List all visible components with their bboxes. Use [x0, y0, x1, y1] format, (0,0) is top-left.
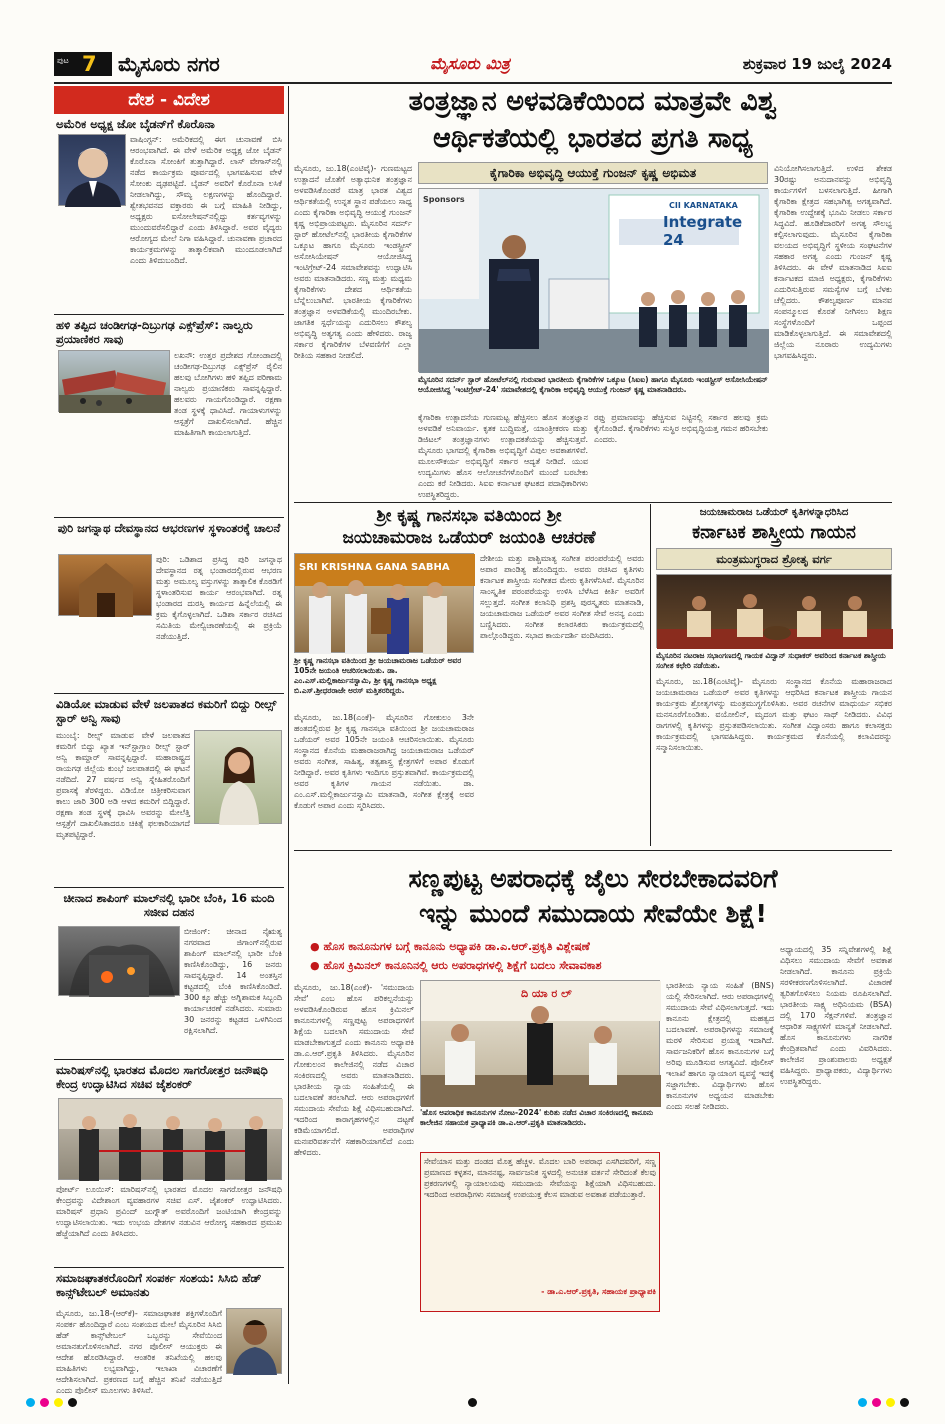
story-photo-temple: [58, 554, 152, 616]
section-name: ಮೈಸೂರು ನಗರ: [118, 52, 220, 76]
mid-right-kicker: ಜಯಚಾಮರಾಜ ಒಡೆಯರ್ ಕೃತಿಗಳನ್ನಾಧರಿಸಿದ: [699, 507, 849, 518]
registration-dot: [468, 1398, 477, 1407]
lead-body-col1: ಮೈಸೂರು, ಜು.18(ಎಂಟಿವೈ)- ಗುಣಮಟ್ಟದ ಉತ್ಪಾದನೆ ಜೊತೆಗೆ ಅತ್ಯಾಧುನಿಕ ತಂತ್ರಜ್ಞಾನ ಅಳವಡಿಸಿಕೊಂಡರೆ ಮಾತ್ರ ಭಾರತ ವಿಶ್ವದ ಆರ್ಥಿಕತೆಯಲ್ಲಿ ಉನ್ನತ ಸ್ಥಾನ ಪಡೆಯಲು ಸಾಧ್ಯ ಎಂದು ಕೈಗಾರಿಕಾ ಅಭಿವೃದ್ಧಿ ಆಯುಕ್ತೆ ಗುಂಜನ್ ಕೃಷ್ಣ ಅಭಿಪ್ರಾಯಪಟ್ಟರು. ಮೈಸೂರಿನ ಸದರ್ನ್ ಸ್ಟಾರ್ ಹೋಟೆಲ್‌ನಲ್ಲಿ ಭಾರತೀಯ ಕೈಗಾರಿಕೆಗಳ ಒಕ್ಕೂಟ ಹಾಗೂ ಮೈಸೂರು ಇಂಡಸ್ಟ್ರೀಸ್ ಅಸೋಸಿಯೇಷನ್ ಆಯೋಜಿಸಿದ್ದ ಇಂಟಿಗ್ರೇಟ್-24 ಸಮಾವೇಶವನ್ನು ಉದ್ಘಾಟಿಸಿ ಅವರು ಮಾತನಾಡಿದರು. ಸಣ್ಣ ಮತ್ತು ಮಧ್ಯಮ ಕೈಗಾರಿಕೆಗಳು ದೇಶದ ಆರ್ಥಿಕತೆಯ ಬೆನ್ನೆಲುಬಾಗಿವೆ. ಭಾರತೀಯ ಕೈಗಾರಿಕೆಗಳು ತಂತ್ರಜ್ಞಾನ ಅಳವಡಿಕೆಯಲ್ಲಿ ಮುಂದಿರಬೇಕು. ಜಾಗತಿಕ ಸ್ಪರ್ಧೆಯನ್ನು ಎದುರಿಸಲು ಕೌಶಲ್ಯ ಅಭಿವೃದ್ಧಿ ಅತ್ಯಗತ್ಯ ಎಂದು ಹೇಳಿದರು. ರಾಜ್ಯ ಸರ್ಕಾರ ಕೈಗಾರಿಕೆಗಳ ಬೆಳವಣಿಗೆಗೆ ಎಲ್ಲಾ ರೀತಿಯ ಸಹಕಾರ ನೀಡಲಿದೆ.: [294, 164, 412, 360]
bullet-text: ಹೊಸ ಕ್ರಿಮಿನಲ್ ಕಾನೂನಿನಲ್ಲಿ ಆರು ಅಪರಾಧಗಳಲ್ಲಿ ಶಿಕ್ಷೆಗೆ ಬದಲು ಸೇವಾವಕಾಶ: [323, 959, 602, 972]
section-banner-text: ದೇಶ - ವಿದೇಶ: [128, 90, 210, 110]
quote-author: - ಡಾ.ಎ.ಆರ್.ಪ್ರಕೃತಿ, ಸಹಾಯಕ ಪ್ರಾಧ್ಯಾಪಕಿ: [541, 1287, 656, 1296]
story-headline: ವಿಡಿಯೋ ಮಾಡುವ ವೇಳೆ ಜಲಪಾತದ ಕಮರಿಗೆ ಬಿದ್ದು ರೀಲ್ಸ್ ಸ್ಟಾರ್ ಅನ್ವಿ ಸಾವು: [56, 697, 277, 725]
story-body: ಲಖನೌ: ಉತ್ತರ ಪ್ರದೇಶದ ಗೋಂಡಾದಲ್ಲಿ ಚಂಡೀಗಢ-ದಿಬ್ರುಗಢ ಎಕ್ಸ್‌ಪ್ರೆಸ್ ರೈಲಿನ ಹಲವು ಬೋಗಿಗಳು ಹಳಿ ತಪ್ಪಿದ ಪರಿಣಾಮ ನಾಲ್ವರು ಪ್ರಯಾಣಿಕರು ಸಾವನ್ನಪ್ಪಿದ್ದಾರೆ. ಹಲವರು ಗಾಯಗೊಂಡಿದ್ದಾರೆ. ರಕ್ಷಣಾ ತಂಡ ಸ್ಥಳಕ್ಕೆ ಧಾವಿಸಿದೆ. ಗಾಯಾಳುಗಳನ್ನು ಆಸ್ಪತ್ರೆಗೆ ದಾಖಲಿಸಲಾಗಿದೆ. ಹೆಚ್ಚಿನ ಮಾಹಿತಿಗಾಗಿ ಕಾಯಲಾಗುತ್ತಿದೆ.: [174, 351, 282, 437]
story-headline: ಚೀನಾದ ಶಾಪಿಂಗ್ ಮಾಲ್‌ನಲ್ಲಿ ಭಾರೀ ಬೆಂಕಿ, 16 ಮಂದಿ ಸಜೀವ ದಹನ: [63, 891, 275, 919]
mid-right-headline: ಕರ್ನಾಟಕ ಶಾಸ್ತ್ರೀಯ ಗಾಯನ: [692, 522, 856, 543]
date-line: ಶುಕ್ರವಾರ 19 ಜುಲೈ 2024: [742, 55, 892, 73]
mid-left-body-col1: ಮೈಸೂರು, ಜು.18(ಎಂಕೆ)- ಮೈಸೂರಿನ ಗೋಕುಲಂ 3ನೇ ಹಂತದಲ್ಲಿರುವ ಶ್ರೀ ಕೃಷ್ಣ ಗಾನಸಭಾ ವತಿಯಿಂದ ಶ್ರೀ ಜಯಚಾಮರಾಜ ಒಡೆಯರ್ ಅವರ 105ನೇ ಜಯಂತಿ ಆಚರಿಸಲಾಯಿತು. ಮೈಸೂರು ಸಂಸ್ಥಾನದ ಕೊನೆಯ ಮಹಾರಾಜರಾಗಿದ್ದ ಜಯಚಾಮರಾಜ ಒಡೆಯರ್ ಅವರು ಸಂಗೀತ, ಸಾಹಿತ್ಯ, ತತ್ವಶಾಸ್ತ್ರ ಕ್ಷೇತ್ರಗಳಿಗೆ ಅಪಾರ ಕೊಡುಗೆ ನೀಡಿದ್ದಾರೆ. ಅವರ ಕೃತಿಗಳು ಇಂದಿಗೂ ಪ್ರಸ್ತುತವಾಗಿವೆ. ಕಾರ್ಯಕ್ರಮದಲ್ಲಿ ಅವರ ಕೃತಿಗಳ ಗಾಯನ ನಡೆಯಿತು. ಡಾ. ಎಂ.ಎಸ್.ಮಲ್ಲಿಕಾರ್ಜುನಸ್ವಾಮಿ ಮಾತನಾಡಿ, ಸಂಗೀತ ಕ್ಷೇತ್ರಕ್ಕೆ ಅವರ ಕೊಡುಗೆ ಅಪಾರ ಎಂದು ಸ್ಮರಿಸಿದರು.: [294, 713, 474, 810]
registration-dot: [54, 1398, 63, 1407]
mid-left-headline-line1: ಶ್ರೀ ಕೃಷ್ಣ ಗಾನಸಭಾ ವತಿಯಿಂದ ಶ್ರೀ: [376, 506, 562, 526]
lead-headline-line1: ತಂತ್ರಜ್ಞಾನ ಅಳವಡಿಕೆಯಿಂದ ಮಾತ್ರವೇ ವಿಶ್ವ: [408, 86, 778, 117]
mid-right-body: ಮೈಸೂರು, ಜು.18(ಎಂಟಿವೈ)- ಮೈಸೂರು ಸಂಸ್ಥಾನದ ಕೊನೆಯ ಮಹಾರಾಜರಾದ ಜಯಚಾಮರಾಜ ಒಡೆಯರ್ ಅವರ ಕೃತಿಗಳನ್ನು ಆಧರಿಸಿದ ಕರ್ನಾಟಕ ಶಾಸ್ತ್ರೀಯ ಗಾಯನ ಕಾರ್ಯಕ್ರಮ ಶ್ರೋತೃಗಳನ್ನು ಮಂತ್ರಮುಗ್ಧಗೊಳಿಸಿತು. ಅವರ ರಚನೆಗಳ ಮಾಧುರ್ಯ ಸಭಿಕರ ಮನಸೂರೆಗೊಂಡಿತು. ವಯೋಲಿನ್, ಮೃದಂಗ ಮತ್ತು ಘಟಂ ಸಾಥ್ ನೀಡಿದರು. ವಿವಿಧ ರಾಗಗಳಲ್ಲಿ ಕೃತಿಗಳನ್ನು ಪ್ರಸ್ತುತಪಡಿಸಲಾಯಿತು. ಸಂಗೀತ ವಿದ್ವಾಂಸರು ಹಾಗೂ ಕಲಾಸಕ್ತರು ಕಾರ್ಯಕ್ರಮದಲ್ಲಿ ಭಾಗವಹಿಸಿದ್ದರು. ಕಾರ್ಯಕ್ರಮದ ಕೊನೆಯಲ್ಲಿ ಕಲಾವಿದರನ್ನು ಸನ್ಮಾನಿಸಲಾಯಿತು.: [656, 677, 892, 752]
story-photo-train: [58, 350, 170, 412]
bottom-photo-seminar: [420, 980, 660, 1106]
registration-dot: [900, 1398, 909, 1407]
lead-photo-caption: ಮೈಸೂರಿನ ಸದರ್ನ್ ಸ್ಟಾರ್ ಹೋಟೆಲ್‌ನಲ್ಲಿ ಗುರುವಾರ ಭಾರತೀಯ ಕೈಗಾರಿಕೆಗಳ ಒಕ್ಕೂಟ (ಸಿಐಐ) ಹಾಗೂ ಮೈಸೂರು ಇಂಡಸ್ಟ್ರೀಸ್ ಅಸೋಸಿಯೇಷನ್ ಆಯೋಜಿಸಿದ್ದ 'ಇಂಟಿಗ್ರೇಟ್-24' ಸಮಾವೇಶದಲ್ಲಿ ಕೈಗಾರಿಕಾ ಅಭಿವೃದ್ಧಿ ಆಯುಕ್ತೆ ಗುಂಜನ್ ಕೃಷ್ಣ ಮಾತನಾಡಿದರು.: [418, 375, 768, 394]
registration-dot: [858, 1398, 867, 1407]
divider: [54, 693, 284, 694]
quote-text: ಸೇವೆಯಾಸ ಮತ್ತು ದಂಡದ ಮೊತ್ತ ಹೆಚ್ಚಳ. ಮೊದಲ ಬಾರಿ ಅಪರಾಧ ಎಸಗಿದವರಿಗೆ, ಸಣ್ಣ ಪ್ರಮಾಣದ ಕಳ್ಳತನ, ಮಾನನಷ್ಟ, ಸಾರ್ವಜನಿಕ ಸ್ಥಳದಲ್ಲಿ ಅನುಚಿತ ವರ್ತನೆ ಸೇರಿದಂತೆ ಕೆಲವು ಪ್ರಕರಣಗಳಲ್ಲಿ ನ್ಯಾಯಾಲಯವು ಸಮುದಾಯ ಸೇವೆಯನ್ನು ಶಿಕ್ಷೆಯಾಗಿ ವಿಧಿಸಬಹುದು. ಇದರಿಂದ ಅಪರಾಧಿಗಳು ಸಮಾಜಕ್ಕೆ ಉಪಯುಕ್ತ ಕೆಲಸ ಮಾಡುವ ಅವಕಾಶ ಪಡೆಯುತ್ತಾರೆ.: [424, 1157, 656, 1199]
bottom-headline-line2: ಇನ್ನು ಮುಂದೆ ಸಮುದಾಯ ಸೇವೆಯೇ ಶಿಕ್ಷೆ!: [419, 899, 767, 928]
story-body: ಬೀಜಿಂಗ್: ಚೀನಾದ ನೈಋತ್ಯ ನಗರವಾದ ಜಿಗಾಂಗ್‌ನಲ್ಲಿರುವ ಶಾಪಿಂಗ್ ಮಾಲ್‌ನಲ್ಲಿ ಭಾರೀ ಬೆಂಕಿ ಕಾಣಿಸಿಕೊಂಡಿದ್ದು, 16 ಜನರು ಸಾವನ್ನಪ್ಪಿದ್ದಾರೆ. 14 ಅಂತಸ್ತಿನ ಕಟ್ಟಡದಲ್ಲಿ ಬೆಂಕಿ ಕಾಣಿಸಿಕೊಂಡಿದೆ. 300 ಕ್ಕೂ ಹೆಚ್ಚು ಅಗ್ನಿಶಾಮಕ ಸಿಬ್ಬಂದಿ ಕಾರ್ಯಾಚರಣೆ ನಡೆಸಿದರು. ಸುಮಾರು 30 ಜನರನ್ನು ಕಟ್ಟಡದ ಒಳಗಿನಿಂದ ರಕ್ಷಿಸಲಾಗಿದೆ.: [184, 927, 283, 1035]
mid-right-caption: ಮೈಸೂರಿನ ನಟರಾಜ ಸಭಾಂಗಣದಲ್ಲಿ ಗಾಯಕ ವಿದ್ವಾನ್ ಸುಧಾಕರ್ ಅವರಿಂದ ಕರ್ನಾಟಕ ಶಾಸ್ತ್ರೀಯ ಸಂಗೀತ ಕಛೇರಿ ನಡೆಯಿತು.: [656, 651, 886, 670]
left-column: [54, 86, 284, 1395]
photo-sponsors-label: Sponsors: [423, 195, 465, 204]
paper-name-logo: ಮೈಸೂರು ಮಿತ್ರ: [430, 54, 510, 73]
section-banner: [54, 86, 284, 114]
lead-strap: [418, 162, 768, 184]
lead-headline-line2: ಆರ್ಥಿಕತೆಯಲ್ಲಿ ಭಾರತದ ಪ್ರಗತಿ ಸಾಧ್ಯ: [433, 123, 753, 154]
registration-dot: [886, 1398, 895, 1407]
divider: [294, 502, 892, 503]
photo-banner-brand: CII KARNATAKA: [669, 201, 738, 210]
story-headline: ಅಮೆರಿಕ ಅಧ್ಯಕ್ಷ ಜೋ ಬೈಡನ್‌ಗೆ ಕೊರೊನಾ: [56, 117, 215, 131]
registration-dot: [68, 1398, 77, 1407]
lead-body-col4: ರಫ್ತು ಪ್ರಮಾಣವನ್ನು ಹೆಚ್ಚಿಸುವ ನಿಟ್ಟಿನಲ್ಲಿ ಸರ್ಕಾರ ಹಲವು ಕ್ರಮ ಕೈಗೊಂಡಿದೆ. ಕೈಗಾರಿಕೆಗಳು ಸುಸ್ಥಿರ ಅಭಿವೃದ್ಧಿಯತ್ತ ಗಮನ ಹರಿಸಬೇಕು ಎಂದರು.: [594, 413, 768, 444]
mid-right-strap: [656, 548, 892, 570]
bottom-body-col3: ಅಧ್ಯಾಯದಲ್ಲಿ 35 ಸನ್ನಿವೇಶಗಳಲ್ಲಿ ಶಿಕ್ಷೆ ವಿಧಿಸಲು ಸಮುದಾಯ ಸೇವೆಗೆ ಅವಕಾಶ ನೀಡಲಾಗಿದೆ. ಕಾನೂನು ಪ್ರಕ್ರಿಯೆ ಸರಳೀಕರಣಗೊಳಿಸಲಾಗಿದೆ. ವಿಚಾರಣೆ ತ್ವರಿತಗೊಳಿಸಲು ನಿಯಮ ರೂಪಿಸಲಾಗಿದೆ. ಭಾರತೀಯ ಸಾಕ್ಷ್ಯ ಅಧಿನಿಯಮ (BSA) ದಲ್ಲಿ 170 ಸೆಕ್ಷನ್‌ಗಳಿವೆ. ತಂತ್ರಜ್ಞಾನ ಆಧಾರಿತ ಸಾಕ್ಷ್ಯಗಳಿಗೆ ಮಾನ್ಯತೆ ನೀಡಲಾಗಿದೆ. ಹೊಸ ಕಾನೂನುಗಳು ನಾಗರಿಕ ಕೇಂದ್ರಿತವಾಗಿವೆ ಎಂದು ವಿವರಿಸಿದರು. ಕಾಲೇಜಿನ ಪ್ರಾಂಶುಪಾಲರು ಅಧ್ಯಕ್ಷತೆ ವಹಿಸಿದ್ದರು. ಪ್ರಾಧ್ಯಾಪಕರು, ವಿದ್ಯಾರ್ಥಿಗಳು ಉಪಸ್ಥಿತರಿದ್ದರು.: [780, 945, 892, 1086]
masthead: [54, 50, 892, 80]
story-headline: ಪುರಿ ಜಗನ್ನಾಥ ದೇವಸ್ಥಾನದ ಆಭರಣಗಳ ಸ್ಥಳಾಂತರಕ್ಕೆ ಚಾಲನೆ: [57, 521, 281, 535]
mid-left-photo-ganasabha: [294, 553, 474, 653]
registration-dot: [872, 1398, 881, 1407]
story-body: ಪುರಿ: ಒಡಿಶಾದ ಪ್ರಸಿದ್ಧ ಪುರಿ ಜಗನ್ನಾಥ ದೇವಸ್ಥಾನದ ರತ್ನ ಭಂಡಾರದಲ್ಲಿರುವ ಆಭರಣ ಮತ್ತು ಅಮೂಲ್ಯ ವಸ್ತುಗಳನ್ನು ತಾತ್ಕಾಲಿಕ ಕೊಠಡಿಗೆ ಸ್ಥಳಾಂತರಿಸುವ ಕಾರ್ಯ ಆರಂಭವಾಗಿದೆ. ರತ್ನ ಭಂಡಾರದ ದುರಸ್ತಿ ಕಾರ್ಯದ ಹಿನ್ನೆಲೆಯಲ್ಲಿ ಈ ಕ್ರಮ ಕೈಗೊಳ್ಳಲಾಗಿದೆ. ಒಡಿಶಾ ಸರ್ಕಾರ ರಚಿಸಿದ ಸಮಿತಿಯ ಮೇಲ್ವಿಚಾರಣೆಯಲ್ಲಿ ಈ ಪ್ರಕ್ರಿಯೆ ನಡೆಯುತ್ತಿದೆ.: [156, 555, 282, 641]
page-number-box: [54, 52, 112, 76]
bottom-quote-box: [420, 1152, 660, 1312]
lead-photo-conference: [418, 188, 768, 372]
divider: [54, 314, 284, 315]
bottom-headline-line1: ಸಣ್ಣಪುಟ್ಟ ಅಪರಾಧಕ್ಕೆ ಜೈಲು ಸೇರಬೇಕಾದವರಿಗೆ: [408, 864, 778, 893]
divider: [54, 517, 284, 518]
photo-banner-text: ದಿ ಯಾ ರ ಲ್: [521, 987, 572, 1000]
page-number: 7: [82, 52, 97, 76]
bullet-icon: ●: [310, 940, 324, 953]
story-photo-reels-star: [194, 730, 282, 824]
divider: [54, 887, 284, 888]
story-headline: ಹಳಿ ತಪ್ಪಿದ ಚಂಡೀಗಢ-ದಿಬ್ರುಗಢ ಎಕ್ಸ್‌ಪ್ರೆಸ್: ನಾಲ್ವರು ಪ್ರಯಾಣಿಕರ ಸಾವು: [56, 318, 253, 346]
photo-banner-text: SRI KRISHNA GANA SABHA: [299, 562, 450, 573]
mid-right-photo-concert: [656, 574, 892, 648]
story-photo-jaishankar: [58, 1098, 282, 1180]
divider: [54, 1059, 284, 1060]
lead-body-col3: ವಿನಿಯೋಗಿಸಲಾಗುತ್ತಿದೆ. ಉಳಿದ ಶೇಕಡ 30ರಷ್ಟು ಅನುದಾನವನ್ನು ಅಭಿವೃದ್ಧಿ ಕಾರ್ಯಗಳಿಗೆ ಬಳಸಲಾಗುತ್ತಿದೆ. ಹೀಗಾಗಿ ಕೈಗಾರಿಕಾ ಕ್ಷೇತ್ರದ ಸಹಭಾಗಿತ್ವ ಅಗತ್ಯವಾಗಿದೆ. ಕೈಗಾರಿಕಾ ಉದ್ದೇಶಕ್ಕೆ ಭೂಮಿ ನೀಡಲು ಸರ್ಕಾರ ಸಿದ್ಧವಿದೆ. ಹೂಡಿಕೆದಾರರಿಗೆ ಅಗತ್ಯ ಸೌಲಭ್ಯ ಕಲ್ಪಿಸಲಾಗುವುದು. ಮೈಸೂರಿನ ಕೈಗಾರಿಕಾ ವಲಯದ ಅಭಿವೃದ್ಧಿಗೆ ಸ್ಥಳೀಯ ಸಂಘಟನೆಗಳ ಸಹಕಾರ ಅಗತ್ಯ ಎಂದು ಗುಂಜನ್ ಕೃಷ್ಣ ತಿಳಿಸಿದರು. ಈ ವೇಳೆ ಮಾತನಾಡಿದ ಸಿಐಐ ಕರ್ನಾಟಕದ ಮಾಜಿ ಅಧ್ಯಕ್ಷರು, ಕೈಗಾರಿಕೆಗಳು ಎದುರಿಸುತ್ತಿರುವ ಸಮಸ್ಯೆಗಳ ಬಗ್ಗೆ ಬೆಳಕು ಚೆಲ್ಲಿದರು. ಕೌಶಲ್ಯಪೂರ್ಣ ಮಾನವ ಸಂಪನ್ಮೂಲದ ಕೊರತೆ ನೀಗಿಸಲು ಶಿಕ್ಷಣ ಸಂಸ್ಥೆಗಳೊಂದಿಗೆ ಒಪ್ಪಂದ ಮಾಡಿಕೊಳ್ಳಲಾಗುತ್ತಿದೆ. ಈ ಸಮಾವೇಶದಲ್ಲಿ ಜಿಲ್ಲೆಯ ನೂರಾರು ಉದ್ಯಮಿಗಳು ಭಾಗವಹಿಸಿದ್ದರು.: [774, 164, 892, 360]
story-headline: ಮಾರಿಷಸ್‌ನಲ್ಲಿ ಭಾರತದ ಮೊದಲ ಸಾಗರೋತ್ತರ ಜನೌಷಧಿ ಕೇಂದ್ರ ಉದ್ಘಾಟಿಸಿದ ಸಚಿವ ಜೈಶಂಕರ್: [56, 1063, 268, 1091]
mid-right-strap-text: ಮಂತ್ರಮುಗ್ಧರಾದ ಶ್ರೋತೃ ವರ್ಗ: [716, 552, 832, 566]
story-body: ಮೈಸೂರು, ಜು.18-(ಆರ್‌ಕೆ)- ಸಮಾಜಘಾತಕ ಶಕ್ತಿಗಳೊಂದಿಗೆ ಸಂಪರ್ಕ ಹೊಂದಿದ್ದಾರೆ ಎಂಬ ಸಂಶಯದ ಮೇಲೆ ಮೈಸೂರಿನ ಸಿಸಿಬಿ ಹೆಡ್ ಕಾನ್ಸ್‌ಟೇಬಲ್ ಒಬ್ಬರನ್ನು ಸೇವೆಯಿಂದ ಅಮಾನತುಗೊಳಿಸಲಾಗಿದೆ. ನಗರ ಪೊಲೀಸ್ ಆಯುಕ್ತರು ಈ ಆದೇಶ ಹೊರಡಿಸಿದ್ದಾರೆ. ಆಂತರಿಕ ತನಿಖೆಯಲ್ಲಿ ಹಲವು ಮಾಹಿತಿಗಳು ಲಭ್ಯವಾಗಿದ್ದು, ಇಲಾಖಾ ವಿಚಾರಣೆಗೆ ಆದೇಶಿಸಲಾಗಿದೆ. ಪ್ರಕರಣದ ಬಗ್ಗೆ ಹೆಚ್ಚಿನ ತನಿಖೆ ನಡೆಯುತ್ತಿದೆ ಎಂದು ಪೊಲೀಸ್ ಮೂಲಗಳು ತಿಳಿಸಿವೆ.: [56, 1309, 222, 1395]
page-label: ಪುಟ: [57, 56, 69, 65]
story-photo-constable: [226, 1308, 282, 1374]
print-registration-marks: [0, 1398, 945, 1412]
lead-strap-text: ಕೈಗಾರಿಕಾ ಅಭಿವೃದ್ಧಿ ಆಯುಕ್ತೆ ಗುಂಜನ್ ಕೃಷ್ಣ ಅಭಿಮತ: [489, 166, 697, 180]
column-rule: [288, 86, 289, 1384]
lead-body-col2: ಕೈಗಾರಿಕಾ ಉತ್ಪಾದನೆಯ ಗುಣಮಟ್ಟ ಹೆಚ್ಚಿಸಲು ಹೊಸ ತಂತ್ರಜ್ಞಾನ ಅಳವಡಿಕೆ ಅನಿವಾರ್ಯ. ಕೃತಕ ಬುದ್ಧಿಮತ್ತೆ, ಯಾಂತ್ರೀಕರಣ ಮತ್ತು ಡಿಜಿಟಲ್ ತಂತ್ರಜ್ಞಾನಗಳು ಉತ್ಪಾದಕತೆಯನ್ನು ಹೆಚ್ಚಿಸುತ್ತವೆ. ಮೈಸೂರು ಭಾಗದಲ್ಲಿ ಕೈಗಾರಿಕಾ ಅಭಿವೃದ್ಧಿಗೆ ವಿಪುಲ ಅವಕಾಶಗಳಿವೆ. ಮೂಲಸೌಕರ್ಯ ಅಭಿವೃದ್ಧಿಗೆ ಸರ್ಕಾರ ಆದ್ಯತೆ ನೀಡಿದೆ. ಯುವ ಉದ್ಯಮಿಗಳು ಹೊಸ ಆಲೋಚನೆಗಳೊಂದಿಗೆ ಮುಂದೆ ಬರಬೇಕು ಎಂದು ಕರೆ ನೀಡಿದರು. ಸಿಐಐ ಕರ್ನಾಟಕ ಘಟಕದ ಪದಾಧಿಕಾರಿಗಳು ಉಪಸ್ಥಿತರಿದ್ದರು.: [418, 413, 588, 499]
photo-banner-title: Integrate 24: [663, 213, 743, 249]
mid-left-headline-line2: ಜಯಚಾಮರಾಜ ಒಡೆಯರ್ ಜಯಂತಿ ಆಚರಣೆ: [342, 528, 596, 548]
bottom-body-col1: ಮೈಸೂರು, ಜು.18(ಎಂಕೆ)- 'ಸಮುದಾಯ ಸೇವೆ' ಎಂಬ ಹೊಸ ಪರಿಕಲ್ಪನೆಯನ್ನು ಅಳವಡಿಸಿಕೊಂಡಿರುವ ಹೊಸ ಕ್ರಿಮಿನಲ್ ಕಾನೂನುಗಳಲ್ಲಿ ಸಣ್ಣಪುಟ್ಟ ಅಪರಾಧಗಳಿಗೆ ಶಿಕ್ಷೆಯ ಬದಲಾಗಿ ಸಮುದಾಯ ಸೇವೆ ಮಾಡಬೇಕಾಗುತ್ತದೆ ಎಂದು ಕಾನೂನು ಅಧ್ಯಾಪಕಿ ಡಾ.ಎ.ಆರ್.ಪ್ರಕೃತಿ ತಿಳಿಸಿದರು. ಮೈಸೂರಿನ ಗೋಕುಲಂನ ಕಾಲೇಜಿನಲ್ಲಿ ನಡೆದ ವಿಚಾರ ಸಂಕಿರಣದಲ್ಲಿ ಅವರು ಮಾತನಾಡಿದರು. ಭಾರತೀಯ ನ್ಯಾಯ ಸಂಹಿತೆಯಲ್ಲಿ ಈ ಬದಲಾವಣೆ ತರಲಾಗಿದೆ. ಆರು ಅಪರಾಧಗಳಿಗೆ ಸಮುದಾಯ ಸೇವೆಯ ಶಿಕ್ಷೆ ವಿಧಿಸಬಹುದಾಗಿದೆ. ಇದರಿಂದ ಕಾರಾಗೃಹಗಳಲ್ಲಿನ ದಟ್ಟಣೆ ಕಡಿಮೆಯಾಗಲಿದೆ. ಅಪರಾಧಿಗಳ ಮನಃಪರಿವರ್ತನೆಗೆ ಸಹಕಾರಿಯಾಗಲಿದೆ ಎಂದು ಹೇಳಿದರು.: [294, 983, 414, 1157]
divider: [54, 1267, 284, 1268]
bottom-body-col2: ಭಾರತೀಯ ನ್ಯಾಯ ಸಂಹಿತೆ (BNS) ಯಲ್ಲಿ ಸೇರಿಸಲಾಗಿದೆ. ಆರು ಅಪರಾಧಗಳಲ್ಲಿ ಸಮುದಾಯ ಸೇವೆ ವಿಧಿಸಲಾಗುತ್ತದೆ. ಇದು ಕಾನೂನು ಕ್ಷೇತ್ರದಲ್ಲಿ ಮಹತ್ವದ ಬದಲಾವಣೆ. ಅಪರಾಧಿಗಳನ್ನು ಸಮಾಜಕ್ಕೆ ಮರಳಿ ಸೇರಿಸುವ ಪ್ರಯತ್ನ ಇದಾಗಿದೆ. ಸಾರ್ವಜನಿಕರಿಗೆ ಹೊಸ ಕಾನೂನುಗಳ ಬಗ್ಗೆ ಅರಿವು ಮೂಡಿಸುವ ಅಗತ್ಯವಿದೆ. ಪೊಲೀಸ್ ಇಲಾಖೆ ಹಾಗೂ ನ್ಯಾಯಾಂಗ ವ್ಯವಸ್ಥೆ ಇದಕ್ಕೆ ಸಜ್ಜಾಗಬೇಕು. ವಿದ್ಯಾರ್ಥಿಗಳು ಹೊಸ ಕಾನೂನುಗಳ ಅಧ್ಯಯನ ಮಾಡಬೇಕು ಎಂದು ಸಲಹೆ ನೀಡಿದರು.: [666, 981, 774, 1111]
story-photo-fire: [58, 926, 180, 996]
bottom-bullet-1: [310, 939, 770, 955]
story-body: ವಾಷಿಂಗ್ಟನ್: ಅಮೆರಿಕದಲ್ಲಿ ಈಗ ಚುನಾವಣೆ ಬಿಸಿ ಆರಂಭವಾಗಿದೆ. ಈ ವೇಳೆ ಅಮೆರಿಕ ಅಧ್ಯಕ್ಷ ಜೋ ಬೈಡನ್ ಕೊರೊನಾ ಸೋಂಕಿಗೆ ತುತ್ತಾಗಿದ್ದಾರೆ. ಲಾಸ್ ವೇಗಾಸ್‌ನಲ್ಲಿ ನಡೆದ ಕಾರ್ಯಕ್ರಮ ಪೂರ್ವದಲ್ಲಿ ಭಾಗವಹಿಸುವ ವೇಳೆ ಸೋಂಕು ದೃಢಪಟ್ಟಿದೆ. ಬೈಡನ್ ಅವರಿಗೆ ಕೊರೊನಾ ಲಸಿಕೆ ನೀಡಲಾಗಿದ್ದು, ಸೌಮ್ಯ ಲಕ್ಷಣಗಳನ್ನು ಹೊಂದಿದ್ದಾರೆ. ಶ್ವೇತಭವನದ ವಕ್ತಾರರು ಈ ಬಗ್ಗೆ ಮಾಹಿತಿ ನೀಡಿದ್ದು, ಅಧ್ಯಕ್ಷರು ಐಸೋಲೇಷನ್‌ನಲ್ಲಿದ್ದು ಕರ್ತವ್ಯಗಳನ್ನು ಮುಂದುವರೆಸಲಿದ್ದಾರೆ ಎಂದು ತಿಳಿಸಿದ್ದಾರೆ. ಅವರ ವೈದ್ಯರು ಆರೋಗ್ಯದ ಮೇಲೆ ನಿಗಾ ವಹಿಸಿದ್ದಾರೆ. ಚುನಾವಣಾ ಪ್ರಚಾರದ ಕಾರ್ಯಕ್ರಮಗಳನ್ನು ತಾತ್ಕಾಲಿಕವಾಗಿ ಮುಂದೂಡಲಾಗಿದೆ ಎಂದು ತಿಳಿದುಬಂದಿದೆ.: [130, 135, 282, 265]
divider: [294, 850, 892, 851]
registration-dot: [40, 1398, 49, 1407]
bullet-text: ಹೊಸ ಕಾನೂನುಗಳ ಬಗ್ಗೆ ಕಾನೂನು ಅಧ್ಯಾಪಕಿ ಡಾ.ಎ.ಆರ್.ಪ್ರಕೃತಿ ವಿಶ್ಲೇಷಣೆ: [323, 940, 590, 953]
story-body: ಮುಂಬೈ: ರೀಲ್ಸ್ ಮಾಡುವ ವೇಳೆ ಜಲಪಾತದ ಕಮರಿಗೆ ಬಿದ್ದು ಖ್ಯಾತ ಇನ್‌ಸ್ಟಾಗ್ರಾಂ ರೀಲ್ಸ್ ಸ್ಟಾರ್ ಅನ್ವಿ ಕಾಮ್ದಾರ್ ಸಾವನ್ನಪ್ಪಿದ್ದಾರೆ. ಮಹಾರಾಷ್ಟ್ರದ ರಾಯಗಢ ಜಿಲ್ಲೆಯ ಕುಂಭೆ ಜಲಪಾತದಲ್ಲಿ ಈ ಘಟನೆ ನಡೆದಿದೆ. 27 ವರ್ಷದ ಅನ್ವಿ ಸ್ನೇಹಿತರೊಂದಿಗೆ ಪ್ರವಾಸಕ್ಕೆ ತೆರಳಿದ್ದರು. ವಿಡಿಯೋ ಚಿತ್ರೀಕರಿಸುವಾಗ ಕಾಲು ಜಾರಿ 300 ಅಡಿ ಆಳದ ಕಮರಿಗೆ ಬಿದ್ದಿದ್ದಾರೆ. ರಕ್ಷಣಾ ತಂಡ ಸ್ಥಳಕ್ಕೆ ಧಾವಿಸಿ ಅವರನ್ನು ಮೇಲೆತ್ತಿ ಆಸ್ಪತ್ರೆಗೆ ದಾಖಲಿಸಿತಾದರೂ ಚಿಕಿತ್ಸೆ ಫಲಕಾರಿಯಾಗದೆ ಮೃತಪಟ್ಟಿದ್ದಾರೆ.: [56, 731, 190, 839]
story-body: ಪೋರ್ಟ್ ಲೂಯಿಸ್: ಮಾರಿಷಸ್‌ನಲ್ಲಿ ಭಾರತದ ಮೊದಲ ಸಾಗರೋತ್ತರ ಜನೌಷಧಿ ಕೇಂದ್ರವನ್ನು ವಿದೇಶಾಂಗ ವ್ಯವಹಾರಗಳ ಸಚಿವ ಎಸ್. ಜೈಶಂಕರ್ ಉದ್ಘಾಟಿಸಿದರು. ಮಾರಿಷಸ್ ಪ್ರಧಾನಿ ಪ್ರವಿಂದ್ ಜುಗ್ನೌತ್ ಅವರೊಂದಿಗೆ ಜಂಟಿಯಾಗಿ ಕೇಂದ್ರವನ್ನು ಉದ್ಘಾಟಿಸಲಾಯಿತು. ಇದು ಉಭಯ ದೇಶಗಳ ನಡುವಿನ ಆರೋಗ್ಯ ಸಹಕಾರದ ಪ್ರಮುಖ ಹೆಜ್ಜೆಯಾಗಿದೆ ಎಂದು ತಿಳಿಸಿದರು.: [56, 1185, 282, 1238]
story-photo-biden: [58, 134, 126, 206]
column-rule: [650, 504, 651, 846]
mid-left-caption: ಶ್ರೀ ಕೃಷ್ಣ ಗಾನಸಭಾ ವತಿಯಿಂದ ಶ್ರೀ ಜಯಚಾಮರಾಜ ಒಡೆಯರ್ ಅವರ 105ನೇ ಜಯಂತಿ ಆಚರಿಸಲಾಯಿತು. ಡಾ. ಎಂ.ಎಸ್.ಮಲ್ಲಿಕಾರ್ಜುನಸ್ವಾಮಿ, ಶ್ರೀ ಕೃಷ್ಣ ಗಾನಸಭಾ ಅಧ್ಯಕ್ಷ ಬಿ.ಎಸ್.ಶ್ರೀಧರರಾಜೇ ಅರಸ್ ಮತ್ತಿತರರಿದ್ದರು.: [294, 656, 462, 695]
bottom-bullet-2: [310, 958, 770, 974]
registration-dot: [26, 1398, 35, 1407]
bottom-photo-caption: 'ಹೊಸ ಅಪರಾಧಿಕ ಕಾನೂನುಗಳ ನೋಟ-2024' ಕುರಿತು ನಡೆದ ವಿಚಾರ ಸಂಕಿರಣದಲ್ಲಿ ಕಾನೂನು ಕಾಲೇಜಿನ ಸಹಾಯಕ ಪ್ರಾಧ್ಯಾಪಕಿ ಡಾ.ಎ.ಆರ್.ಪ್ರಕೃತಿ ಮಾತನಾಡಿದರು.: [420, 1108, 654, 1127]
mid-left-body-col2: ದೇಶೀಯ ಮತ್ತು ಪಾಶ್ಚಿಮಾತ್ಯ ಸಂಗೀತ ಪರಂಪರೆಯಲ್ಲಿ ಅವರು ಅಪಾರ ಪಾಂಡಿತ್ಯ ಹೊಂದಿದ್ದರು. ಅವರು ರಚಿಸಿದ ಕೃತಿಗಳು ಕರ್ನಾಟಕ ಶಾಸ್ತ್ರೀಯ ಸಂಗೀತದ ಮೇರು ಕೃತಿಗಳೆನಿಸಿವೆ. ಮೈಸೂರಿನ ಸಾಂಸ್ಕೃತಿಕ ಪರಂಪರೆಯನ್ನು ಉಳಿಸಿ ಬೆಳೆಸಿದ ಕೀರ್ತಿ ಅವರಿಗೆ ಸಲ್ಲುತ್ತದೆ. ಸಂಗೀತ ಕಲಾನಿಧಿ ಪ್ರಶಸ್ತಿ ಪುರಸ್ಕೃತರು ಮಾತನಾಡಿ, ಜಯಚಾಮರಾಜ ಒಡೆಯರ್ ಅವರ ಸಂಗೀತ ಸೇವೆ ಅನನ್ಯ ಎಂದು ಬಣ್ಣಿಸಿದರು. ಸಂಗೀತ ಕಲಾರಸಿಕರು ಕಾರ್ಯಕ್ರಮದಲ್ಲಿ ಪಾಲ್ಗೊಂಡಿದ್ದರು. ಸಭಾದ ಕಾರ್ಯದರ್ಶಿ ವಂದಿಸಿದರು.: [480, 554, 644, 640]
bullet-icon: ●: [310, 959, 324, 972]
story-headline: ಸಮಾಜಘಾತಕರೊಂದಿಗೆ ಸಂಪರ್ಕ ಸಂಶಯ: ಸಿಸಿಬಿ ಹೆಡ್ ಕಾನ್ಸ್‌ಟೇಬಲ್ ಅಮಾನತು: [56, 1271, 262, 1299]
